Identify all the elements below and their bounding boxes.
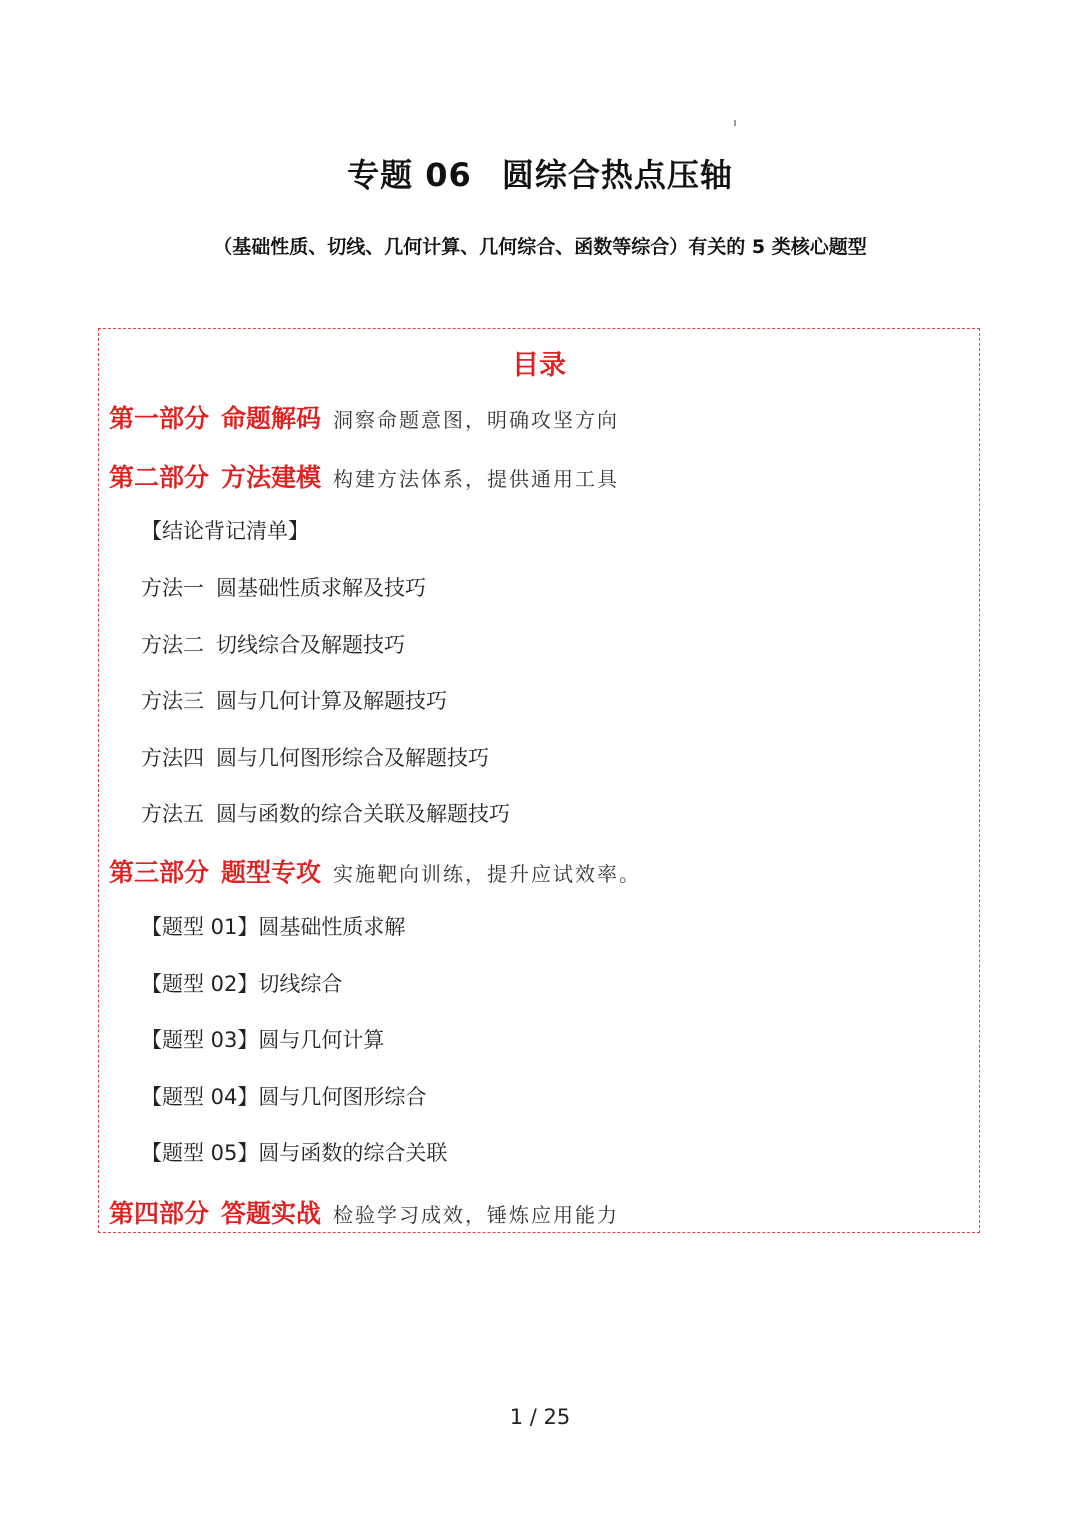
method-1-label: 方法一	[141, 576, 204, 600]
title-main: 圆综合热点压轴	[501, 156, 733, 194]
method-5-text: 圆与函数的综合关联及解题技巧	[216, 802, 510, 826]
method-2-label: 方法二	[141, 633, 204, 657]
toc-method-3[interactable]	[141, 685, 447, 715]
toc-method-2[interactable]	[141, 629, 405, 659]
type-5-text: 圆与函数的综合关联	[258, 1141, 448, 1165]
toc-type-5[interactable]	[141, 1137, 447, 1167]
part-4-title	[109, 1199, 321, 1228]
part-4-label: 第四部分	[109, 1199, 210, 1228]
part-3-desc: 实施靶向训练，提升应试效率。	[333, 862, 642, 886]
toc-checklist[interactable]: 【结论背记清单】	[141, 519, 309, 543]
toc-method-4[interactable]	[141, 742, 489, 772]
toc-part-4[interactable]	[109, 1194, 619, 1230]
method-1-text: 圆基础性质求解及技巧	[216, 576, 426, 600]
part-3-name: 题型专攻	[221, 858, 322, 887]
table-of-contents	[98, 328, 980, 1233]
type-4-text: 圆与几何图形综合	[258, 1085, 427, 1109]
title-prefix: 专题 06	[347, 156, 472, 194]
part-1-name: 命题解码	[221, 404, 322, 433]
part-2-name: 方法建模	[221, 463, 322, 492]
page-mark	[734, 120, 736, 126]
type-3-label: 【题型 03】	[141, 1028, 259, 1052]
page-subtitle: （基础性质、切线、几何计算、几何综合、函数等综合）有关的 5 类核心题型	[213, 236, 867, 258]
method-2-text: 切线综合及解题技巧	[216, 633, 405, 657]
type-4-label: 【题型 04】	[141, 1085, 259, 1109]
part-3-title	[109, 858, 321, 887]
type-2-label: 【题型 02】	[141, 972, 259, 996]
type-2-text: 切线综合	[258, 972, 343, 996]
method-4-label: 方法四	[141, 746, 204, 770]
toc-type-1[interactable]	[141, 911, 405, 941]
type-5-label: 【题型 05】	[141, 1141, 259, 1165]
toc-heading: 目录	[512, 350, 566, 381]
part-1-label: 第一部分	[109, 404, 210, 433]
toc-method-1[interactable]	[141, 572, 426, 602]
toc-type-4[interactable]	[141, 1081, 426, 1111]
part-4-name: 答题实战	[221, 1199, 322, 1228]
page-title	[0, 150, 1080, 196]
part-2-title	[109, 463, 321, 492]
type-3-text: 圆与几何计算	[258, 1028, 385, 1052]
part-1-title	[109, 404, 321, 433]
method-3-text: 圆与几何计算及解题技巧	[216, 689, 447, 713]
toc-type-2[interactable]	[141, 968, 342, 998]
part-2-desc: 构建方法体系，提供通用工具	[333, 467, 620, 491]
part-3-label: 第三部分	[109, 858, 210, 887]
type-1-text: 圆基础性质求解	[258, 915, 406, 939]
part-1-desc: 洞察命题意图，明确攻坚方向	[333, 408, 620, 432]
method-3-label: 方法三	[141, 689, 204, 713]
type-1-label: 【题型 01】	[141, 915, 259, 939]
toc-part-3[interactable]	[109, 853, 641, 889]
page-number: 1 / 25	[509, 1405, 571, 1429]
part-4-desc: 检验学习成效，锤炼应用能力	[333, 1203, 620, 1227]
method-5-label: 方法五	[141, 802, 204, 826]
toc-method-5[interactable]	[141, 798, 510, 828]
method-4-text: 圆与几何图形综合及解题技巧	[216, 746, 489, 770]
toc-part-1[interactable]	[109, 399, 619, 435]
toc-part-2[interactable]	[109, 458, 619, 494]
toc-type-3[interactable]	[141, 1024, 384, 1054]
part-2-label: 第二部分	[109, 463, 210, 492]
